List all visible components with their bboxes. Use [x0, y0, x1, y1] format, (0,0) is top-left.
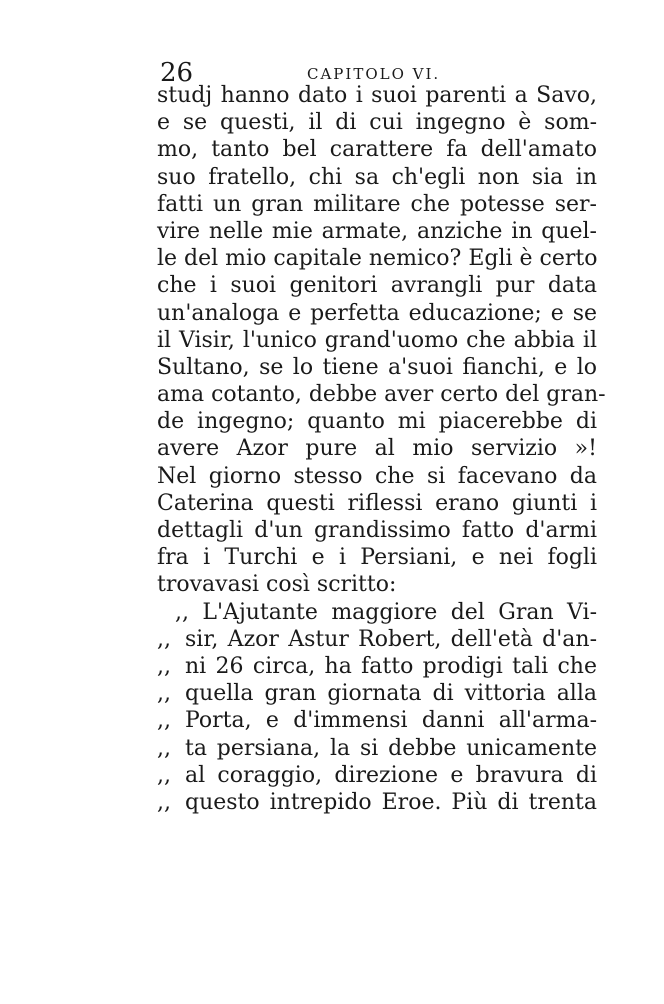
text-line: dettagli d'un grandissimo fatto d'armi — [157, 518, 597, 543]
text-line: e se questi, il di cui ingegno è som- — [157, 110, 597, 136]
text-line: de ingegno; quanto mi piacerebbe di — [157, 409, 597, 435]
quote-mark: ,, — [157, 708, 171, 734]
quote-text: Porta, e d'immensi danni all'arma- — [185, 708, 597, 734]
text-line: avere Azor pure al mio servizio »! — [157, 436, 597, 462]
quote-text: al coraggio, direzione e bravura di — [185, 762, 597, 788]
quote-line-first: ,, L'Ajutante maggiore del Gran Vi- — [175, 599, 597, 625]
quote-line — [157, 653, 597, 680]
text-line: studj hanno dato i suoi parenti a Savo, — [157, 83, 597, 108]
quote-text: ta persiana, la si debbe unicamente — [185, 735, 597, 761]
quote-line — [157, 789, 597, 816]
text-line: Nel giorno stesso che si facevano da — [157, 463, 597, 489]
quote-line — [157, 762, 597, 789]
quote-mark: ,, — [157, 681, 171, 707]
quote-line — [157, 680, 597, 707]
text-line: un'analoga e perfetta educazione; e se — [157, 300, 597, 326]
quote-mark: ,, — [157, 789, 171, 815]
text-line: suo fratello, chi sa ch'egli non sia in — [157, 164, 597, 190]
text-line: ama cotanto, debbe aver certo del gran- — [157, 382, 606, 408]
text-line: fra i Turchi e i Persiani, e nei fogli — [157, 545, 597, 571]
quote-mark: ,, — [157, 653, 171, 679]
quote-mark: ,, — [157, 626, 171, 652]
quote-text: sir, Azor Astur Robert, dell'età d'an- — [185, 626, 597, 652]
quote-text: ni 26 circa, ha fatto prodigi tali che — [185, 653, 597, 679]
quote-text: questo intrepido Eroe. Più di trenta — [185, 789, 597, 815]
body-text — [157, 82, 606, 816]
text-line: mo, tanto bel carattere fa dell'amato — [157, 137, 597, 163]
quote-line — [157, 735, 597, 762]
text-line: fatti un gran militare che potesse ser- — [157, 191, 597, 217]
running-head: CAPITOLO VI. — [307, 65, 441, 83]
quote-mark: ,, — [157, 735, 171, 761]
text-line: vire nelle mie armate, anziche in quel- — [157, 218, 597, 244]
text-line: Sultano, se lo tiene a'suoi fianchi, e lo — [157, 354, 597, 380]
text-line: il Visir, l'unico grand'uomo che abbia il — [157, 327, 597, 353]
text-line: trovavasi così scritto: — [157, 572, 397, 598]
quote-text: quella gran giornata di vittoria alla — [185, 681, 597, 707]
text-line: che i suoi genitori avrangli pur data — [157, 273, 597, 299]
quote-line — [157, 626, 597, 653]
text-line: le del mio capitale nemico? Egli è certo — [157, 246, 598, 272]
quote-mark: ,, — [157, 762, 171, 788]
quote-line — [157, 707, 597, 734]
page-number: 26 — [160, 58, 194, 88]
text-line: Caterina questi riflessi erano giunti i — [157, 490, 597, 516]
